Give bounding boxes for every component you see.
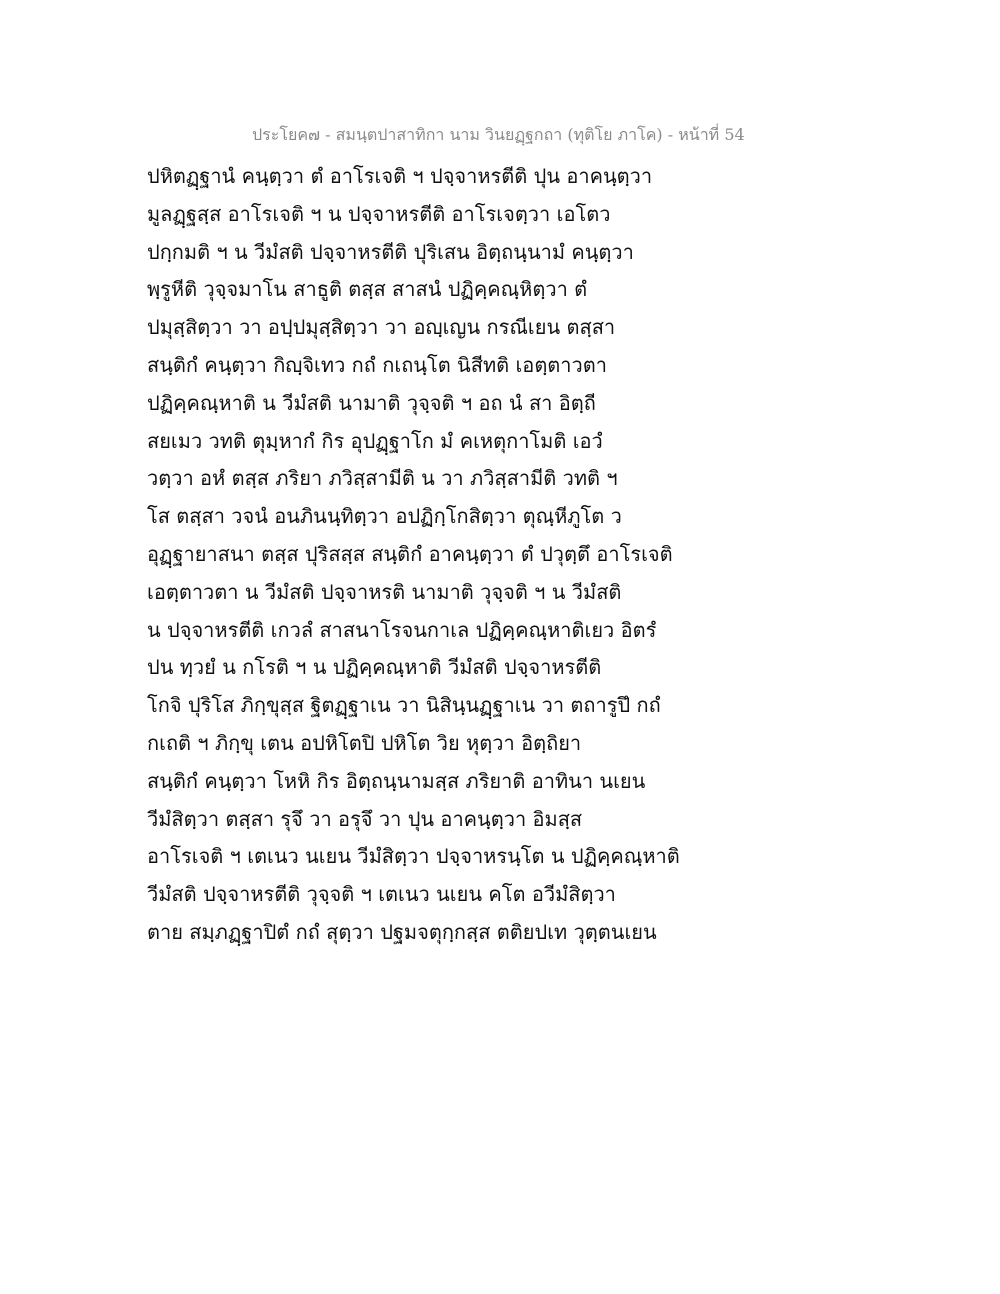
text-line: มูลฏฺฐสฺส อาโรเจติ ฯ น ปจฺจาหรตีติ อาโรเจตฺวา เอโตว (147, 201, 611, 226)
text-line: น ปจฺจาหรตีติ เกวลํ สาสนาโรจนกาเล ปฏิคฺคณฺหาติเยว อิตรํ (147, 617, 657, 642)
text-line: อุฏฺฐายาสนา ตสฺส ปุริสสฺส สนฺติกํ อาคนฺตฺวา ตํ ปวุตฺตึ อาโรเจติ (147, 541, 673, 566)
running-header: ประโยค๗ - สมนฺตปาสาทิกา นาม วินยฏฺฐกถา (ทุติโย ภาโค) - หน้าที่ 54 (252, 125, 745, 144)
body-text (147, 158, 707, 952)
text-line: ปมุสฺสิตฺวา วา อปฺปมุสฺสิตฺวา วา อญฺเญน กรณีเยน ตสฺสา (147, 315, 616, 340)
text-line: วีมํสิตฺวา ตสฺสา รุจึ วา อรุจึ วา ปุน อาคนฺตฺวา อิมสฺส (147, 806, 583, 831)
text-line: อาโรเจติ ฯ เตเนว นเยน วีมํสิตฺวา ปจฺจาหรนฺโต น ปฏิคฺคณฺหาติ (147, 844, 680, 869)
text-line: โส ตสฺสา วจนํ อนภินนฺทิตฺวา อปฏิกฺโกสิตฺวา ตุณฺหีภูโต ว (147, 504, 622, 529)
text-line: วตฺวา อหํ ตสฺส ภริยา ภวิสฺสามีติ น วา ภวิสฺสามีติ วทติ ฯ (147, 466, 618, 491)
text-line: สนฺติกํ คนฺตฺวา กิญฺจิเทว กถํ กเถนฺโต นิสีทติ เอตฺตาวตา (147, 352, 607, 377)
text-line: พฺรูหีติ วุจฺจมาโน สาธูติ ตสฺส สาสนํ ปฏิคฺคณฺหิตฺวา ตํ (147, 277, 588, 302)
text-line: โกจิ ปุริโส ภิกฺขุสฺส ฐิตฏฺฐาเน วา นิสินฺนฏฺฐาเน วา ตถารูปึ กถํ (147, 693, 661, 718)
text-line: ปหิตฏฺฐานํ คนฺตฺวา ตํ อาโรเจติ ฯ ปจฺจาหรตีติ ปุน อาคนฺตฺวา (147, 164, 653, 188)
text-line: ปน ทฺวยํ น กโรติ ฯ น ปฏิคฺคณฺหาติ วีมํสติ ปจฺจาหรตีติ (147, 655, 602, 680)
text-line: เอตฺตาวตา น วีมํสติ ปจฺจาหรติ นามาติ วุจฺจติ ฯ น วีมํสติ (147, 579, 622, 604)
text-line: ตาย สมฺภฏฺฐาปิตํ กถํ สุตฺวา ปฐมจตุกฺกสฺส ตติยปเท วุตฺตนเยน (147, 919, 657, 944)
text-line: ปกฺกมติ ฯ น วีมํสติ ปจฺจาหรตีติ ปุริเสน อิตฺถนฺนามํ คนฺตฺวา (147, 239, 634, 264)
text-line: วีมํสติ ปจฺจาหรตีติ วุจฺจติ ฯ เตเนว นเยน คโต อวีมํสิตฺวา (147, 882, 616, 907)
text-line: ปฏิคฺคณฺหาติ น วีมํสติ นามาติ วุจฺจติ ฯ อถ นํ สา อิตฺถี (147, 390, 596, 415)
text-line: สยเมว วทติ ตุมฺหากํ กิร อุปฏฺฐาโก มํ คเหตุกาโมติ เอวํ (147, 428, 603, 453)
text-line: สนฺติกํ คนฺตฺวา โหหิ กิร อิตฺถนฺนามสฺส ภริยาติ อาทินา นเยน (147, 768, 646, 793)
text-line: กเถติ ฯ ภิกฺขุ เตน อปหิโตปิ ปหิโต วิย หุตฺวา อิตฺถิยา (147, 730, 582, 755)
